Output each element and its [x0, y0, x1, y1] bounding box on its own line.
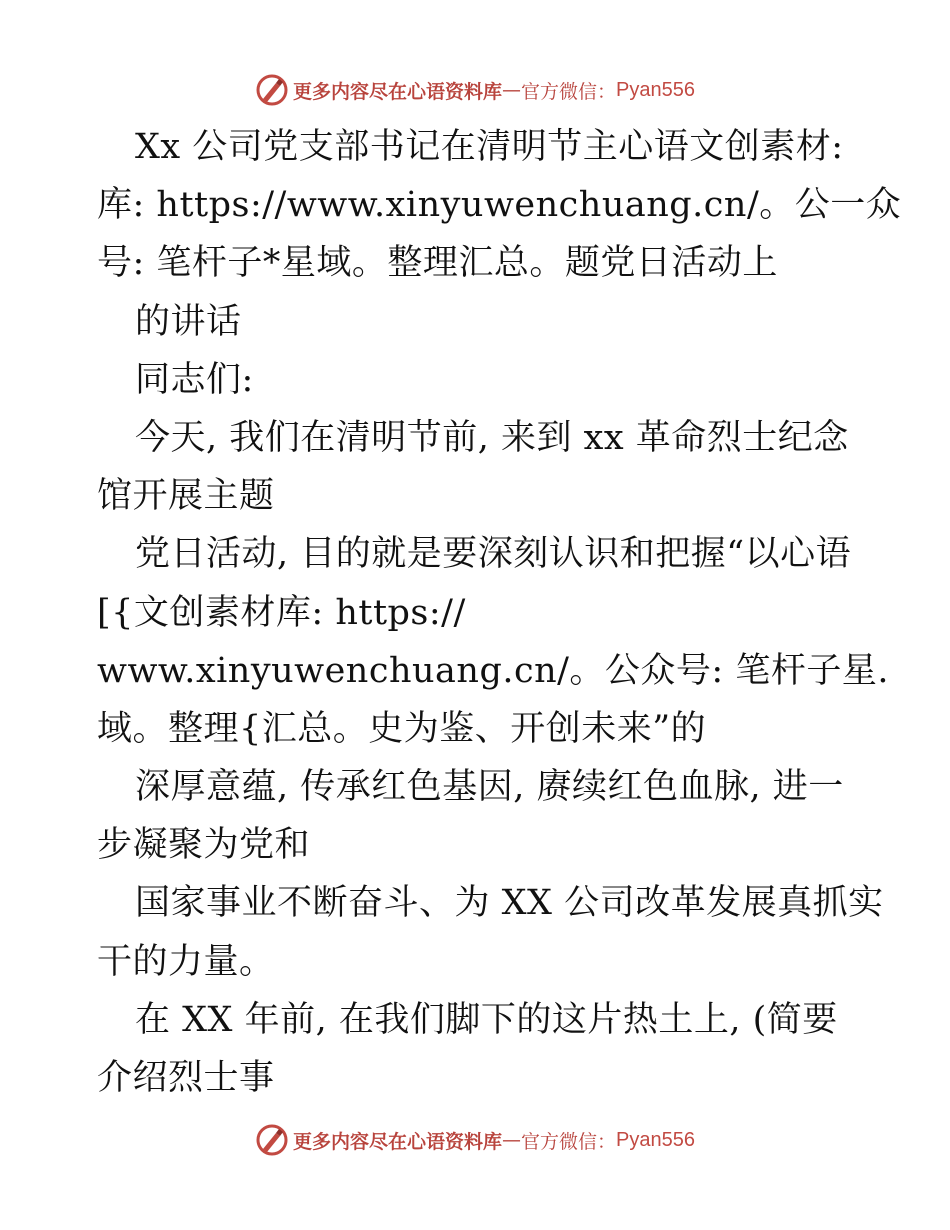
- text-line: www.xinyuwenchuang.cn/。公众号: 笔杆子星.: [97, 650, 889, 691]
- text-line: 同志们:: [135, 359, 254, 400]
- text-line: 在 XX 年前, 在我们脚下的这片热土上, (简要: [135, 999, 838, 1040]
- text-line: 干的力量。: [97, 941, 275, 982]
- text-line: 国家事业不断奋斗、为 XX 公司改革发展真抓实: [135, 883, 884, 924]
- banner-wechat-label: 官方微信：: [521, 80, 617, 103]
- header-banner: [0, 70, 950, 110]
- banner-slogan: 更多内容尽在心语资料库: [293, 1130, 503, 1153]
- banner-slogan: 更多内容尽在心语资料库: [293, 80, 503, 103]
- banner-wechat-id: Pyan556: [616, 1128, 695, 1151]
- banner-wechat-label: 官方微信：: [521, 1130, 617, 1153]
- text-line: 介绍烈士事: [97, 1058, 275, 1098]
- text-line: Xx 公司党支部书记在清明节主心语文创素材:: [135, 127, 844, 167]
- text-line: [{文创素材库: https://: [97, 592, 466, 633]
- banner-wechat-id: Pyan556: [616, 78, 695, 101]
- pen-logo-icon: [255, 73, 289, 107]
- banner-dash: —: [502, 79, 522, 101]
- text-line: 今天, 我们在清明节前, 来到 xx 革命烈士纪念: [135, 417, 849, 458]
- text-line: 的讲话: [135, 301, 242, 342]
- text-line: 步凝聚为党和: [97, 825, 311, 866]
- text-line: 库: https://www.xinyuwenchuang.cn/。公一众: [97, 185, 902, 226]
- text-line: 党日活动, 目的就是要深刻认识和把握“以心语: [135, 534, 852, 575]
- document-body: [97, 118, 902, 1107]
- text-line: 深厚意蕴, 传承红色基因, 赓续红色血脉, 进一: [135, 767, 844, 808]
- pen-logo-icon: [255, 1123, 289, 1157]
- text-line: 号: 笔杆子*星域。整理汇总。题党日活动上: [97, 243, 778, 284]
- text-line: 域。整理{汇总。史为鉴、开创未来”的: [97, 708, 707, 749]
- banner-dash: —: [502, 1129, 522, 1151]
- footer-banner: [0, 1120, 950, 1160]
- text-line: 馆开展主题: [97, 476, 275, 517]
